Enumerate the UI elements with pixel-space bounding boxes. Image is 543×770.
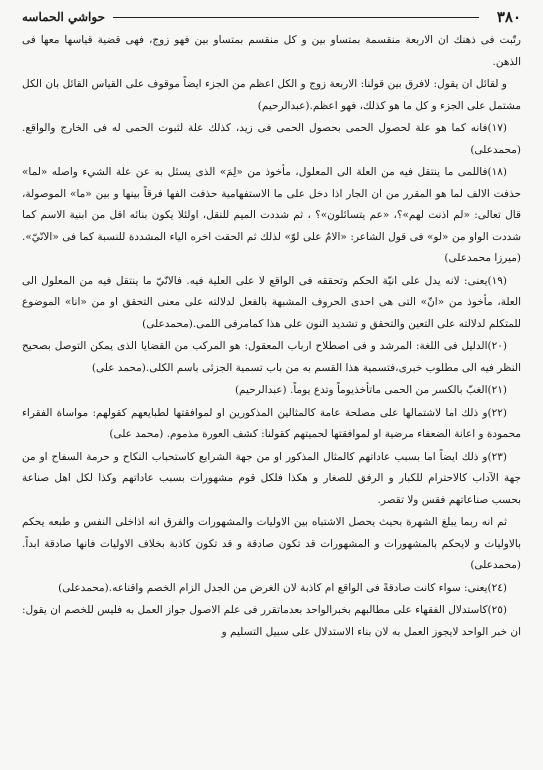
footnote-23: (٢٣)و ذلك ايضاً اما بسبب عاداتهم كالمثال المذكور او من جهة الشرايع كاستحباب النكاح و حرمة السفاح او من جهة الآداب كالاحترام للكبار و الرفق للصغار و هكذا فلكل قوم مشهورات بسبب عاداتهم وكذا لكل اهل صناعة بحسب صناعاتهم فقس ولا تقصر. bbox=[22, 450, 521, 506]
footnote-18: (١٨)فاللمى ما ينتقل فيه من العلة الى المعلول، مأخوذ من «لِمَ» الذى يسئل به عن علة الشيء واصله «لما» حذفت الالف لما هو المقرر من ان الجار اذا دخل على ما الاستفهامية حذفت الفها فرقاً بينها و بين «ما» الموصولة، قال تعالى: «لم اذنت لهم»؟، «عم يتسائلون»؟ ، ثم شددت الميم للنقل، اولئلا يكون بنائه اقل من ابنية الاسم كما شددت الواو من «لو» فى قول الشاعر: «الامُ على لوّ» لذلك ثم الحقت اخره الياء المشددة للنسبة كما فى «الانّيّ». (ميرزا محمدعلى) bbox=[22, 166, 521, 264]
page-body bbox=[22, 30, 521, 643]
footnote-25: (٢٥)كاستدلال الفقهاء على مطالبهم بخبرالواحد بعدماتقرر فى علم الاصول جواز العمل به فليس للخصم ان يقول: ان خبر الواحد لايجوز العمل به لان بناء الاستدلال على سبيل التسليم و bbox=[22, 604, 521, 638]
page-header bbox=[22, 4, 521, 30]
footnote-17: (١٧)فانه كما هو علة لحصول الحمى بحصول الحمى فى زيد، كذلك علة لثبوت الحمى له فى الخارج والواقع.(محمدعلى) bbox=[22, 122, 521, 156]
paragraph: ثم انه ربما يبلغ الشهرة بحيث يحصل الاشتباه بين الاوليات والمشهورات والفرق انه اذاخلى النفس و طبعه يحكم بالاوليات و لايحكم بالمشهورات و المشهورات قد تكون صادقة و قد تكون كاذبة بخلاف الاوليات فانها صادقة ابداً.(محمدعلى) bbox=[22, 516, 521, 571]
paragraph: و لقائل ان يقول: لافرق بين قولنا: الاربعة زوج و الكل اعظم من الجزء ايضاً موقوف على القياس القائل بان الكل مشتمل على الجزء و كل ما هو كذلك، فهو اعظم.(عبدالرحيم) bbox=[22, 78, 521, 112]
footnote-24: (٢٤)يعنى: سواء كانت صادقةً فى الواقع ام كاذبة لان الغرض من الجدل الزام الخصم واقناعه.(محمدعلى) bbox=[58, 581, 507, 594]
footnote-20: (٢٠)الدليل فى اللغة: المرشد و فى اصطلاح ارباب المعقول: هو المركب من القضايا الذى يمكن التوصل بصحيح النظر فيه الى مطلوب خبرى،فتسمية هذا القسم به من باب تسمية الجزئى باسم الكلى.(محمد على) bbox=[22, 340, 521, 374]
footnote-22: (٢٢)و ذلك اما لاشتمالها على مصلحة عامة كالمثالين المذكورين او لموافقتها لطبايعهم كقولهم: مواساة الفقراء محمودة و اعانة الضعفاء مرضية او لموافقتها لحميتهم كقولنا: كشف العورة مذموم. (محمد على) bbox=[22, 406, 521, 440]
paragraph: رتّبت فى ذهنك ان الاربعة منقسمة بمتساو بين و كل منقسم بمتساو بين فهو زوج، فهى قضية قياسها معها فى الذهن. bbox=[22, 34, 521, 68]
page-number: ٣٨٠ bbox=[496, 8, 521, 26]
footnote-19: (١٩)يعنى: لانه يدل على انيّة الحكم وتحققه فى الواقع لا على العلية فيه. فالانّيّ ما ينتقل فيه من المعلول الى العلة، مأخوذ من «انّ» التى هى احدى الحروف المشبهة بالفعل لدلالته على معنى التحقق او من «انا» الموضوع للمتكلم لدلالته على التعين والتحقق و تشديد النون على هذا كمامرفى اللمى.(محمدعلى) bbox=[22, 274, 521, 330]
running-title: حواشي الحماسه bbox=[22, 10, 106, 24]
header-rule bbox=[113, 17, 479, 18]
footnote-21: (٢١)الغبّ بالكسر من الحمى ماتأخذيوماً وتدع يوماً. (عبدالرحيم) bbox=[234, 384, 507, 396]
